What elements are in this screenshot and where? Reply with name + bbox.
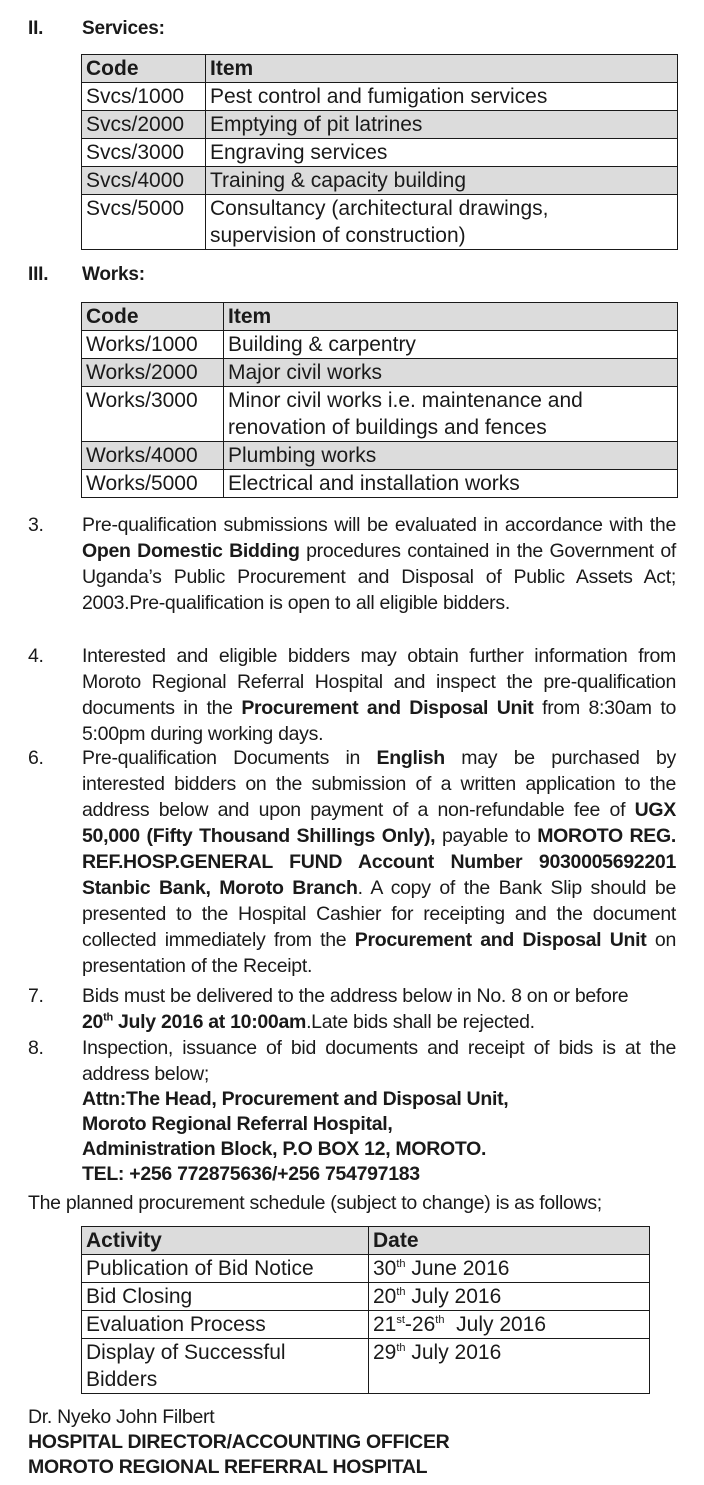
header-cell: Code (82, 55, 206, 83)
works-table (81, 302, 678, 498)
paragraph-number: 3. (28, 514, 44, 536)
text-run: 21 (373, 1313, 397, 1336)
works-title: Works: (82, 264, 145, 285)
text-run: payable to (435, 825, 538, 847)
signatory-name: Dr. Nyeko John Filbert (28, 1406, 215, 1428)
activity-cell: Display of Successful Bidders (82, 1339, 369, 1394)
activity-cell: Publication of Bid Notice (82, 1255, 369, 1283)
text-run: on presentation of the Receipt. (82, 929, 676, 977)
signatory-organization: MOROTO REGIONAL REFERRAL HOSPITAL (28, 1456, 428, 1478)
bold-run: MOROTO REG. REF.HOSP.GENERAL FUND Account Number 9030005692201 Stanbic Bank, Moroto Branch (82, 825, 676, 899)
text-run: procedures contained in the Government of Uganda’s Public Procurement and Disposal of Public Assets Act; 2003.Pre-qualification is open to all eligible bidders. (82, 540, 676, 614)
text-run: July 2016 (405, 1341, 502, 1364)
item-cell: Building & carpentry (224, 331, 678, 359)
bold-run: UGX 50,000 (Fifty Thousand Shillings Only), (82, 799, 676, 847)
paragraph-4 (28, 643, 676, 747)
address-line: Attn:The Head, Procurement and Disposal Unit, (82, 1088, 509, 1110)
date-cell (369, 1255, 650, 1283)
item-cell: Engraving services (206, 139, 678, 167)
text-run: June 2016 (405, 1257, 510, 1280)
table-row (82, 331, 678, 359)
date-cell (369, 1339, 650, 1394)
code-cell: Works/5000 (82, 470, 224, 498)
table-row (82, 470, 678, 498)
signatory-title: HOSPITAL DIRECTOR/ACCOUNTING OFFICER (28, 1431, 450, 1453)
services-heading (28, 18, 165, 40)
code-cell: Works/4000 (82, 442, 224, 470)
paragraph-number: 4. (28, 645, 44, 667)
text-run: Pre-qualification Documents in (82, 747, 377, 769)
superscript: th (103, 1011, 113, 1024)
signature-block (28, 1405, 449, 1480)
superscript: th (435, 1314, 445, 1326)
text-run: July 2016 (405, 1285, 502, 1308)
item-cell: Plumbing works (224, 442, 678, 470)
paragraph-text (82, 512, 676, 616)
works-numeral: III. (28, 264, 49, 285)
table-row (82, 1283, 650, 1311)
header-cell: Activity (82, 1227, 369, 1255)
schedule-table (81, 1226, 650, 1394)
header-cell: Item (206, 55, 678, 83)
code-cell: Works/3000 (82, 387, 224, 442)
text-run: Pre-qualification submissions will be evaluated in accordance with the (82, 514, 676, 536)
schedule-intro: The planned procurement schedule (subject to change) is as follows; (28, 1192, 602, 1214)
paragraph-text (82, 745, 676, 979)
table-row (82, 195, 678, 250)
services-numeral: II. (28, 18, 44, 39)
bold-run: Procurement and Disposal Unit (241, 697, 534, 719)
table-header-row (82, 1227, 650, 1255)
text-run: . A copy of the Bank Slip should be presented to the Hospital Cashier for receipting and the document collected immediately from the (82, 877, 676, 951)
table-row (82, 1339, 650, 1394)
paragraph-number: 6. (28, 747, 44, 769)
table-row (82, 1311, 650, 1339)
item-cell: Major civil works (224, 359, 678, 387)
paragraph-7 (28, 983, 676, 1035)
text-run: July 2016 (444, 1313, 547, 1336)
text-run: 30 (373, 1257, 397, 1280)
date-cell (369, 1311, 650, 1339)
paragraph-3 (28, 512, 676, 616)
superscript: st (396, 1314, 405, 1326)
item-cell: Pest control and fumigation services (206, 83, 678, 111)
text-run: .Late bids shall be rejected. (306, 1011, 535, 1033)
table-row (82, 139, 678, 167)
item-cell: Minor civil works i.e. maintenance and renovation of buildings and fences (224, 387, 678, 442)
item-cell: Training & capacity building (206, 167, 678, 195)
header-cell: Code (82, 303, 224, 331)
code-cell: Svcs/1000 (82, 83, 206, 111)
table-row (82, 387, 678, 442)
table-row (82, 359, 678, 387)
code-cell: Svcs/3000 (82, 139, 206, 167)
address-block (82, 1087, 508, 1187)
table-header-row (82, 55, 678, 83)
paragraph-text: Inspection, issuance of bid documents and receipt of bids is at the address below; (82, 1037, 676, 1085)
services-title: Services: (82, 18, 165, 39)
paragraph-number: 7. (28, 985, 44, 1007)
superscript: th (396, 1258, 406, 1270)
table-row (82, 442, 678, 470)
item-cell: Electrical and installation works (224, 470, 678, 498)
text-run: July 2016 at 10:00am (112, 1011, 307, 1033)
paragraph-8 (28, 1035, 676, 1087)
text-run: 20 (82, 1011, 104, 1033)
table-row (82, 111, 678, 139)
works-heading (28, 264, 145, 286)
table-row (82, 1255, 650, 1283)
header-cell: Item (224, 303, 678, 331)
table-header-row (82, 303, 678, 331)
text-run: Bids must be delivered to the address below in No. 8 on or before (82, 985, 629, 1007)
phone-line: TEL: +256 772875636/+256 754797183 (82, 1163, 420, 1185)
address-line: Moroto Regional Referral Hospital, (82, 1113, 393, 1135)
bold-run: Procurement and Disposal Unit (354, 929, 647, 951)
text-run: 20 (373, 1285, 397, 1308)
paragraph-text (82, 983, 676, 1035)
code-cell: Svcs/5000 (82, 195, 206, 250)
services-table (81, 54, 678, 250)
text-run: -26 (404, 1313, 436, 1336)
date-cell (369, 1283, 650, 1311)
activity-cell: Evaluation Process (82, 1311, 369, 1339)
text-run: from 8:30am to 5:00pm during working days. (82, 697, 677, 745)
code-cell: Svcs/2000 (82, 111, 206, 139)
table-row (82, 83, 678, 111)
bold-run: English (376, 747, 445, 769)
text-run: Interested and eligible bidders may obtain further information from Moroto Regional Referral Hospital and inspect the pre-qualification documents in the (82, 645, 676, 719)
item-cell: Consultancy (architectural drawings, supervision of construction) (206, 195, 678, 250)
bold-run: Open Domestic Bidding (82, 540, 300, 562)
header-cell: Date (369, 1227, 650, 1255)
activity-cell: Bid Closing (82, 1283, 369, 1311)
text-run: 29 (373, 1341, 397, 1364)
paragraph-text (82, 643, 676, 747)
bold-run (82, 1011, 306, 1033)
code-cell: Works/2000 (82, 359, 224, 387)
code-cell: Works/1000 (82, 331, 224, 359)
address-line: Administration Block, P.O BOX 12, MOROTO. (82, 1138, 487, 1160)
text-run: may be purchased by interested bidders on the submission of a written application to the address below and upon payment of a non-refundable fee of (82, 747, 677, 821)
paragraph-6 (28, 745, 676, 979)
table-row (82, 167, 678, 195)
code-cell: Svcs/4000 (82, 167, 206, 195)
item-cell: Emptying of pit latrines (206, 111, 678, 139)
superscript: th (396, 1286, 406, 1298)
paragraph-number: 8. (28, 1037, 44, 1059)
superscript: th (396, 1342, 406, 1354)
